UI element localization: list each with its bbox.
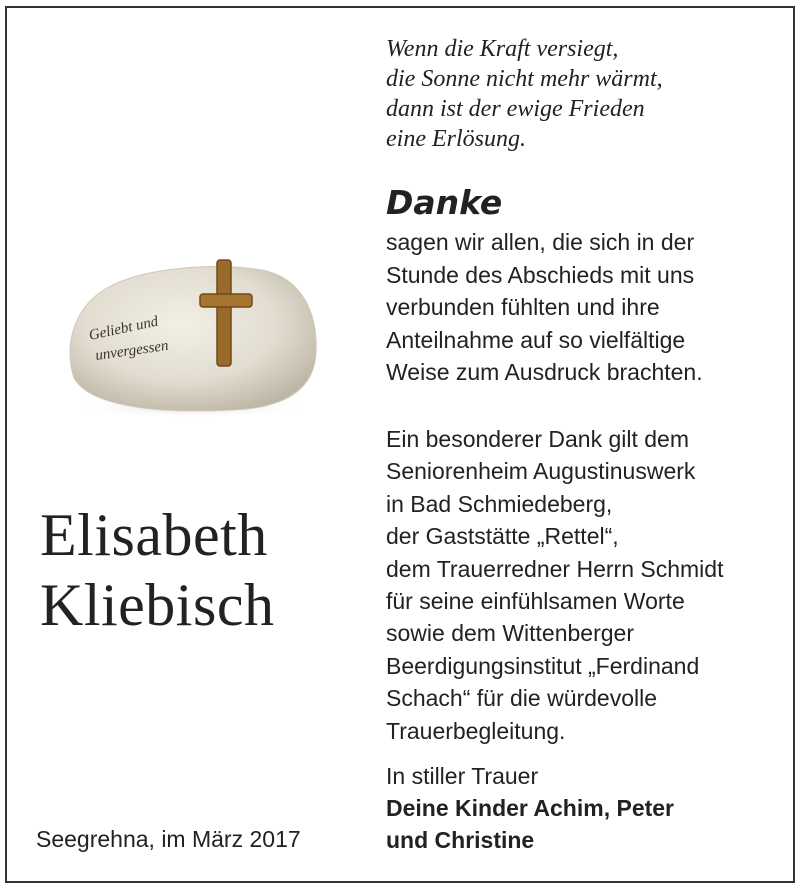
- poem-line: die Sonne nicht mehr wärmt,: [386, 66, 663, 92]
- thanks-line: Anteilnahme auf so vielfältige: [386, 326, 686, 353]
- thanks-line: sagen wir allen, die sich in der: [386, 229, 695, 255]
- poem-line: eine Erlösung.: [386, 126, 526, 152]
- stone-inscription-line2: unvergessen: [94, 337, 170, 364]
- special-thanks-line: Schach“ für die würdevolle: [386, 685, 658, 712]
- memorial-stone-image: [62, 258, 322, 418]
- special-thanks-line: dem Trauerredner Herrn Schmidt: [386, 555, 724, 582]
- thanks-line: Weise zum Ausdruck brachten.: [386, 359, 703, 385]
- mourning-signature: [386, 760, 674, 856]
- special-thanks-line: Trauerbegleitung.: [386, 717, 566, 744]
- stone-inscription-line1: Geliebt und: [87, 313, 160, 344]
- deceased-name: [40, 500, 274, 640]
- special-thanks-paragraph: [386, 423, 723, 747]
- special-thanks-line: in Bad Schmiedeberg,: [386, 490, 613, 517]
- poem-line: dann ist der ewige Frieden: [386, 96, 645, 122]
- special-thanks-line: sowie dem Wittenberger: [386, 620, 634, 647]
- special-thanks-line: Seniorenheim Augustinuswerk: [386, 458, 696, 485]
- thanks-line: Stunde des Abschieds mit uns: [386, 261, 695, 288]
- mourning-names-line: und Christine: [386, 827, 535, 853]
- special-thanks-line: für seine einfühlsamen Worte: [386, 588, 685, 615]
- special-thanks-line: Beerdigungsinstitut „Ferdinand: [386, 652, 700, 679]
- thanks-paragraph: [386, 226, 703, 389]
- thanks-heading: Danke: [386, 183, 503, 222]
- thanks-line: verbunden fühlten und ihre: [386, 294, 660, 320]
- poem: [386, 34, 663, 154]
- deceased-first-name: Elisabeth: [40, 502, 268, 568]
- deceased-last-name: Kliebisch: [40, 572, 275, 638]
- poem-line: Wenn die Kraft versiegt,: [386, 36, 619, 62]
- special-thanks-line: Ein besonderer Dank gilt dem: [386, 426, 689, 452]
- mourning-intro: In stiller Trauer: [386, 763, 539, 789]
- special-thanks-line: der Gaststätte „Rettel“,: [386, 523, 619, 550]
- place-date: Seegrehna, im März 2017: [36, 826, 301, 852]
- mourning-names-line: Deine Kinder Achim, Peter: [386, 795, 675, 821]
